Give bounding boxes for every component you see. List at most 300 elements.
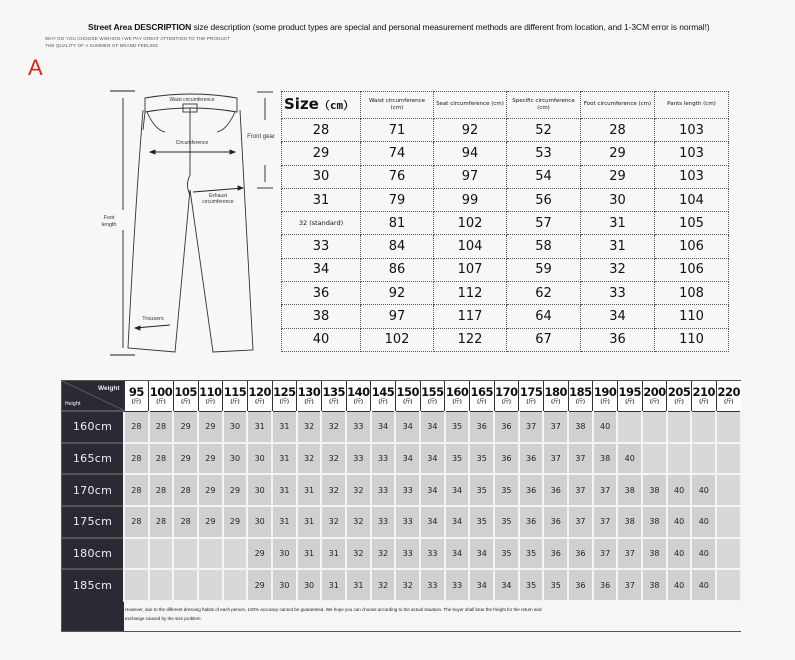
size-recommendation-cell: 40 [617,443,642,475]
weight-header [149,381,174,411]
weight-unit: (斤) [255,398,265,405]
size-cell-size: 30 [282,165,361,188]
size-recommendation-cell: 29 [247,538,272,570]
weight-header [593,381,618,411]
size-cell-length: 106 [655,258,729,281]
size-recommendation-cell [617,411,642,443]
size-recommendation-cell: 36 [568,569,593,601]
size-cell-length: 103 [655,119,729,142]
size-recommendation-cell: 31 [297,506,322,538]
size-recommendation-cell: 32 [346,474,371,506]
size-recommendation-cell: 34 [445,506,470,538]
size-row [282,212,729,235]
weight-unit: (斤) [427,398,437,405]
weight-unit: (斤) [600,398,610,405]
size-recommendation-cell: 34 [395,443,420,475]
weight-header [321,381,346,411]
size-recommendation-cell [124,538,149,570]
corner-cell [62,381,124,411]
size-cell-seat: 97 [434,165,507,188]
weight-header [297,381,322,411]
size-recommendation-cell: 32 [297,411,322,443]
weight-unit: (斤) [279,398,289,405]
note-row [62,601,741,631]
size-recommendation-cell: 36 [469,411,494,443]
size-recommendation-cell: 32 [321,443,346,475]
size-row [282,142,729,165]
size-recommendation-cell [691,443,716,475]
size-recommendation-cell: 34 [494,569,519,601]
size-recommendation-cell: 33 [346,443,371,475]
size-recommendation-cell: 32 [346,506,371,538]
size-recommendation-cell: 31 [321,569,346,601]
size-recommendation-cell: 36 [543,474,568,506]
size-row [282,119,729,142]
size-cell-specific: 53 [507,142,581,165]
weight-value: 100 [149,385,173,400]
weight-unit: (斤) [477,398,487,405]
size-cell-specific: 52 [507,119,581,142]
size-recommendation-cell: 36 [519,443,544,475]
weight-value: 145 [371,385,395,400]
size-cell-foot: 33 [581,282,655,305]
weight-header [371,381,396,411]
pants-diagram [95,90,275,360]
size-cell-specific: 56 [507,188,581,211]
weight-header [198,381,223,411]
size-recommendation-cell: 30 [272,538,297,570]
size-recommendation-cell: 36 [494,411,519,443]
weight-value: 135 [322,385,345,400]
size-cell-length: 106 [655,235,729,258]
size-cell-seat: 112 [434,282,507,305]
weight-header [543,381,568,411]
size-recommendation-cell [716,506,741,538]
weight-header [519,381,544,411]
size-cell-foot: 29 [581,165,655,188]
size-recommendation-cell [716,474,741,506]
size-recommendation-cell: 28 [149,411,174,443]
size-recommendation-cell: 38 [617,474,642,506]
size-recommendation-cell: 40 [691,538,716,570]
weight-header [716,381,741,411]
size-recommendation-cell: 29 [173,411,198,443]
size-cell-size: 36 [282,282,361,305]
size-recommendation-cell: 37 [568,506,593,538]
size-cell-size: 34 [282,258,361,281]
size-recommendation-cell: 32 [395,569,420,601]
size-cell-foot: 36 [581,328,655,351]
weight-unit: (斤) [501,398,511,405]
size-recommendation-cell: 31 [272,506,297,538]
page-title [88,22,710,32]
weight-header [469,381,494,411]
size-recommendation-cell: 29 [223,474,248,506]
weight-unit: (斤) [156,398,166,405]
size-row [282,235,729,258]
size-cell-length: 110 [655,328,729,351]
size-recommendation-cell: 34 [395,411,420,443]
size-cell-specific: 62 [507,282,581,305]
size-recommendation-cell: 32 [346,538,371,570]
size-recommendation-cell: 30 [272,569,297,601]
weight-header [223,381,248,411]
size-cell-waist: 102 [361,328,434,351]
size-recommendation-cell: 32 [297,443,322,475]
weight-unit: (斤) [304,398,314,405]
size-cell-length: 104 [655,188,729,211]
size-recommendation-cell: 32 [371,569,396,601]
size-recommendation-cell: 28 [173,474,198,506]
note-label-cell [62,601,124,631]
weight-header [173,381,198,411]
size-cell-waist: 92 [361,282,434,305]
size-cell-seat: 104 [434,235,507,258]
size-recommendation-cell: 29 [173,443,198,475]
size-row [282,282,729,305]
weight-unit: (斤) [452,398,462,405]
size-cell-size: 38 [282,305,361,328]
size-cell-size: 33 [282,235,361,258]
size-cell-foot: 30 [581,188,655,211]
weight-height-chart [61,380,741,632]
size-recommendation-cell: 33 [371,506,396,538]
size-cell-foot: 29 [581,142,655,165]
weight-header [617,381,642,411]
size-cell-waist: 79 [361,188,434,211]
size-cell-waist: 71 [361,119,434,142]
size-recommendation-cell: 40 [667,506,692,538]
size-recommendation-cell: 37 [568,443,593,475]
size-recommendation-cell [642,411,667,443]
size-recommendation-cell: 36 [568,538,593,570]
header-seat: Seat circumference (cm) [434,92,507,119]
size-recommendation-cell: 34 [420,411,445,443]
height-row [62,411,741,443]
size-recommendation-cell: 29 [198,443,223,475]
weight-unit: (斤) [205,398,215,405]
size-recommendation-cell: 30 [223,443,248,475]
size-recommendation-cell [173,569,198,601]
height-row [62,538,741,570]
size-cell-seat: 117 [434,305,507,328]
size-table [281,91,729,352]
weight-value: 155 [421,385,444,400]
size-recommendation-cell [149,569,174,601]
size-recommendation-cell [198,569,223,601]
size-row [282,328,729,351]
label-trousers: Trousers [142,316,164,322]
size-recommendation-cell: 38 [642,474,667,506]
weight-value: 170 [495,385,518,400]
size-cell-seat: 92 [434,119,507,142]
size-recommendation-cell: 30 [223,411,248,443]
size-recommendation-cell: 32 [321,506,346,538]
size-recommendation-cell: 33 [371,443,396,475]
weight-unit: (斤) [551,398,561,405]
weight-header [494,381,519,411]
size-cell-seat: 107 [434,258,507,281]
size-recommendation-cell [149,538,174,570]
size-cell-size: 40 [282,328,361,351]
size-recommendation-cell: 31 [297,474,322,506]
size-cell-length: 108 [655,282,729,305]
size-cell-seat: 94 [434,142,507,165]
size-recommendation-cell: 31 [272,411,297,443]
weight-unit: (斤) [230,398,240,405]
size-recommendation-cell: 40 [691,569,716,601]
label-crotch: Exhaust circumference [202,193,234,205]
height-row [62,506,741,538]
size-cell-specific: 58 [507,235,581,258]
size-recommendation-cell: 38 [617,506,642,538]
size-recommendation-cell: 38 [642,506,667,538]
size-cell-length: 110 [655,305,729,328]
size-recommendation-cell: 30 [247,506,272,538]
height-label: 160cm [62,411,124,443]
size-recommendation-cell: 29 [198,474,223,506]
size-cell-specific: 67 [507,328,581,351]
size-cell-seat: 102 [434,212,507,235]
weight-unit: (斤) [674,398,684,405]
weight-unit: (斤) [329,398,339,405]
weight-header [445,381,470,411]
weight-header [247,381,272,411]
size-recommendation-cell: 37 [617,569,642,601]
size-recommendation-cell: 36 [543,506,568,538]
size-recommendation-cell [198,538,223,570]
weight-unit: (斤) [403,398,413,405]
size-recommendation-cell: 40 [667,569,692,601]
size-recommendation-cell: 30 [247,443,272,475]
size-recommendation-cell: 40 [667,474,692,506]
size-cell-waist: 74 [361,142,434,165]
size-recommendation-cell: 40 [691,506,716,538]
size-recommendation-cell: 37 [593,474,618,506]
weight-value: 160 [445,385,469,400]
size-recommendation-cell: 33 [395,538,420,570]
size-recommendation-cell [223,538,248,570]
size-recommendation-cell: 35 [445,443,470,475]
weight-value: 140 [347,385,370,400]
size-recommendation-cell: 31 [321,538,346,570]
label-front-gear: Front gear [247,134,275,140]
size-recommendation-cell: 35 [469,474,494,506]
size-recommendation-cell: 33 [346,411,371,443]
size-cell-size: 32 (standard) [282,212,361,235]
size-row [282,188,729,211]
weight-value: 120 [248,385,271,400]
size-row [282,305,729,328]
size-recommendation-cell: 37 [568,474,593,506]
size-recommendation-cell: 33 [420,569,445,601]
size-recommendation-cell: 28 [124,443,149,475]
size-recommendation-cell: 29 [198,506,223,538]
weight-header [124,381,149,411]
size-recommendation-cell: 28 [149,474,174,506]
size-recommendation-cell [716,538,741,570]
weight-value: 210 [692,385,716,400]
header-specific: Specific circumference (cm) [507,92,581,119]
size-recommendation-cell: 35 [469,443,494,475]
size-recommendation-cell: 34 [371,411,396,443]
weight-height-table [62,381,742,631]
size-recommendation-cell: 34 [445,474,470,506]
size-row [282,165,729,188]
size-cell-length: 103 [655,165,729,188]
weight-header [346,381,371,411]
size-recommendation-cell: 34 [420,474,445,506]
size-recommendation-cell: 40 [691,474,716,506]
size-recommendation-cell: 36 [494,443,519,475]
label-waist: Waist circumference [169,97,215,103]
size-recommendation-cell: 35 [519,569,544,601]
weight-unit: (斤) [131,398,141,405]
size-recommendation-cell: 40 [593,411,618,443]
size-recommendation-cell: 37 [593,538,618,570]
size-recommendation-cell: 38 [568,411,593,443]
header-size: Size（cm） [282,92,361,119]
size-recommendation-cell: 36 [519,474,544,506]
weight-header [272,381,297,411]
weight-unit: (斤) [353,398,363,405]
size-recommendation-cell: 37 [543,443,568,475]
size-cell-specific: 64 [507,305,581,328]
size-recommendation-cell: 34 [420,443,445,475]
size-recommendation-cell: 35 [494,538,519,570]
size-recommendation-cell: 34 [469,569,494,601]
corner-weight-label: Weight [97,385,120,392]
size-recommendation-cell: 30 [247,474,272,506]
size-recommendation-cell: 31 [272,474,297,506]
size-recommendation-cell: 37 [543,411,568,443]
size-recommendation-cell [667,443,692,475]
size-cell-seat: 99 [434,188,507,211]
size-recommendation-cell [716,569,741,601]
size-cell-foot: 34 [581,305,655,328]
size-cell-size: 28 [282,119,361,142]
size-cell-length: 105 [655,212,729,235]
size-cell-specific: 57 [507,212,581,235]
weight-value: 110 [199,385,222,400]
weight-header [667,381,692,411]
height-label: 175cm [62,506,124,538]
size-cell-waist: 76 [361,165,434,188]
size-recommendation-cell: 28 [124,474,149,506]
weight-header [395,381,420,411]
weight-unit: (斤) [378,398,388,405]
size-cell-waist: 84 [361,235,434,258]
subtitle-line-1: WHY DO YOU CHOOSE WISHION I WE PAY GREAT ATTENTION TO THE PRODUCT [45,36,231,41]
weight-value: 115 [223,385,247,400]
size-cell-specific: 54 [507,165,581,188]
weight-unit: (斤) [575,398,586,405]
size-cell-size: 29 [282,142,361,165]
weight-unit: (斤) [699,398,709,405]
note-line-2: exchange caused by the size problem. [125,615,202,621]
size-recommendation-cell [223,569,248,601]
size-recommendation-cell: 28 [149,506,174,538]
size-row [282,258,729,281]
size-recommendation-cell: 36 [543,538,568,570]
size-recommendation-cell: 37 [519,411,544,443]
size-recommendation-cell: 32 [321,474,346,506]
size-cell-foot: 32 [581,258,655,281]
size-recommendation-cell: 33 [371,474,396,506]
size-recommendation-cell: 29 [198,411,223,443]
height-row [62,569,741,601]
weight-value: 220 [717,385,740,400]
weight-unit: (斤) [724,398,734,405]
size-recommendation-cell: 34 [469,538,494,570]
size-recommendation-cell: 33 [395,506,420,538]
size-recommendation-cell: 35 [543,569,568,601]
weight-value: 130 [297,385,321,400]
header-length: Pants length (cm) [655,92,729,119]
size-recommendation-cell: 34 [420,506,445,538]
weight-value: 150 [396,385,419,400]
weight-value: 195 [618,385,642,400]
size-recommendation-cell: 35 [494,474,519,506]
size-recommendation-cell [691,411,716,443]
size-recommendation-cell: 32 [371,538,396,570]
weight-header [420,381,445,411]
size-cell-foot: 28 [581,119,655,142]
size-recommendation-cell [716,443,741,475]
weight-value: 180 [544,385,568,400]
size-recommendation-cell: 30 [297,569,322,601]
header-waist: Waist circumference (cm) [361,92,434,119]
title-bold: Street Area DESCRIPTION [88,22,192,32]
size-recommendation-cell: 33 [395,474,420,506]
size-recommendation-cell: 31 [346,569,371,601]
pants-outline-icon [95,90,275,360]
size-recommendation-cell: 28 [149,443,174,475]
size-recommendation-cell [124,569,149,601]
size-recommendation-cell: 35 [445,411,470,443]
size-recommendation-cell: 38 [642,569,667,601]
size-recommendation-cell: 37 [593,506,618,538]
height-row [62,443,741,475]
size-recommendation-cell: 28 [173,506,198,538]
size-recommendation-cell: 40 [667,538,692,570]
corner-height-label: Height [65,401,81,407]
label-circumference: Circumference [175,140,209,146]
size-recommendation-cell: 35 [469,506,494,538]
size-cell-seat: 122 [434,328,507,351]
weight-value: 105 [174,385,197,400]
height-label: 170cm [62,474,124,506]
size-cell-specific: 59 [507,258,581,281]
size-recommendation-cell [667,411,692,443]
size-cell-size: 31 [282,188,361,211]
title-description: size description (some product types are special and personal measurement methods are different from location, and 1-3CM error is normal!) [191,22,710,32]
weight-value: 125 [273,385,296,400]
size-recommendation-cell: 33 [445,569,470,601]
size-cell-waist: 81 [361,212,434,235]
height-row [62,474,741,506]
size-recommendation-cell: 33 [420,538,445,570]
size-recommendation-cell: 36 [593,569,618,601]
size-cell-foot: 31 [581,212,655,235]
size-recommendation-cell: 31 [297,538,322,570]
size-recommendation-cell: 28 [124,411,149,443]
size-recommendation-cell: 38 [642,538,667,570]
weight-value: 200 [643,385,666,400]
header-foot: Foot circumference (cm) [581,92,655,119]
section-letter: A [28,55,43,80]
size-recommendation-cell: 35 [519,538,544,570]
